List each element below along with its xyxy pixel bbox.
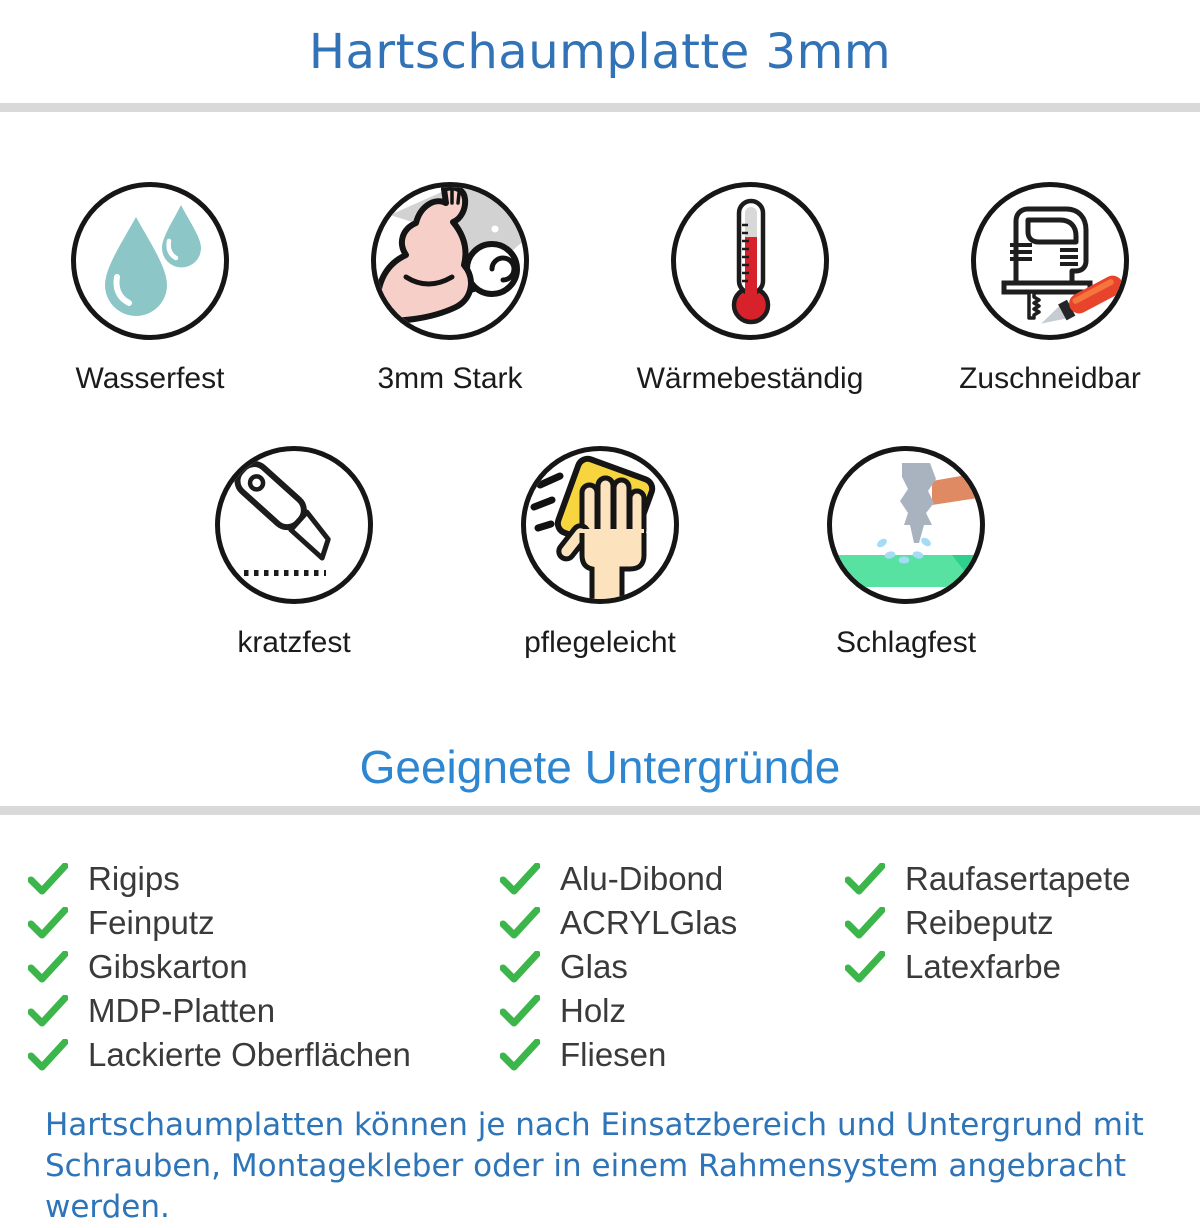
check-icon [28,951,68,983]
check-icon [500,995,540,1027]
feature-label: 3mm Stark [377,362,523,395]
check-icon [28,863,68,895]
check-icon [500,863,540,895]
substrate-label: ACRYLGlas [560,904,738,941]
substrate-label: Feinputz [88,904,215,941]
substrates-column-2 [500,857,845,1077]
feature-label: Wasserfest [75,362,225,395]
cleaning-hand-icon [521,446,679,604]
substrate-item [500,989,845,1033]
substrate-label: Glas [560,948,628,985]
substrate-label: Reibeputz [905,904,1054,941]
water-drops-icon [71,182,229,340]
substrate-item [500,857,845,901]
feature-label: Schlagfest [835,626,977,659]
thermometer-icon [671,182,829,340]
substrate-label: Lackierte Oberflächen [88,1036,411,1073]
substrate-item [500,901,845,945]
utility-knife-icon [215,446,373,604]
features-row-1 [0,182,1200,398]
check-icon [845,907,885,939]
check-icon [845,863,885,895]
check-icon [845,951,885,983]
substrates-section [0,857,1200,1077]
substrate-label: Fliesen [560,1036,667,1073]
substrate-label: Gibskarton [88,948,248,985]
substrate-item [28,857,500,901]
check-icon [28,995,68,1027]
substrate-item [28,1033,500,1077]
jigsaw-icon [971,182,1129,340]
check-icon [28,907,68,939]
check-icon [28,1039,68,1071]
feature-kratzfest [141,446,447,662]
muscle-arm-icon [371,182,529,340]
feature-schlagfest [753,446,1059,662]
check-icon [500,951,540,983]
substrate-item [845,901,1200,945]
divider-top [0,103,1200,112]
features-row-2 [0,446,1200,662]
feature-wasserfest [0,182,300,398]
substrate-item [500,1033,845,1077]
hammer-icon [827,446,985,604]
substrate-label: Alu-Dibond [560,860,724,897]
substrate-item [28,945,500,989]
substrate-label: Holz [560,992,627,1029]
feature-pflegeleicht [447,446,753,662]
feature-zuschneidbar [900,182,1200,398]
substrate-item [845,857,1200,901]
check-icon [500,1039,540,1071]
substrate-item [845,945,1200,989]
substrate-label: MDP-Platten [88,992,276,1029]
substrate-label: Latexfarbe [905,948,1061,985]
feature-label: kratzfest [237,626,351,659]
mounting-note-line1: Hartschaumplatten können je nach Einsatzbereich und Untergrund mit [45,1107,1144,1143]
mounting-note [45,1105,1200,1228]
divider-middle [0,806,1200,815]
page-title: Hartschaumplatte 3mm [308,23,892,80]
feature-waermebestaendig [600,182,900,398]
feature-label: Wärmebeständig [636,362,864,395]
header [0,0,1200,103]
substrate-item [28,989,500,1033]
feature-label: Zuschneidbar [959,362,1141,395]
substrates-column-3 [845,857,1200,1077]
substrate-label: Raufasertapete [905,860,1131,897]
substrate-item [28,901,500,945]
feature-label: pflegeleicht [524,626,676,659]
check-icon [500,907,540,939]
substrates-column-1 [28,857,500,1077]
substrate-label: Rigips [88,860,180,897]
substrate-item [500,945,845,989]
feature-3mm-stark [300,182,600,398]
section-title-untergruende: Geeignete Untergründe [359,741,841,793]
mounting-note-line2: Schrauben, Montagekleber oder in einem Rahmensystem angebracht werden. [45,1148,1127,1225]
